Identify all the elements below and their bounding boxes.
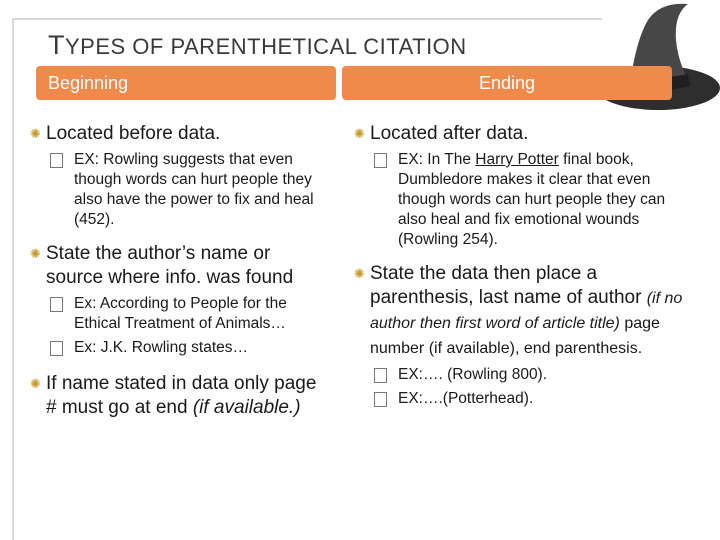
bullet-item: ✺ If name stated in data only page # must go at end (if available.) [30, 373, 317, 418]
bullet-item: ✺ State the data then place a parenthesis, last name of author (if no author then first word of article title) page number (if available), end parenthesis. [354, 263, 683, 357]
checkbox-icon [374, 368, 387, 383]
column-ending [354, 114, 684, 409]
frame-line-left [12, 18, 14, 540]
sub-bullet-item: EX: Rowling suggests that even though words can hurt people they also have the power to fix and heal (452). [46, 150, 330, 230]
column-beginning [30, 114, 330, 420]
bullet-item: ✺ Located after data. [354, 123, 529, 144]
sub-bullet-item: Ex: J.K. Rowling states… [46, 338, 330, 358]
checkbox-icon [374, 392, 387, 407]
sub-bullet-item: EX: In The Harry Potter final book, Dumbledore makes it clear that even though words can hurt people they can also heal and fix emotional wounds (Rowling 254). [370, 150, 684, 250]
bullet-icon: ✺ [354, 126, 365, 141]
bullet-item: ✺ Located before data. [30, 123, 221, 144]
sub-bullet-item: EX:…. (Rowling 800). [370, 365, 684, 385]
checkbox-icon [50, 341, 63, 356]
checkbox-icon [374, 153, 387, 168]
sub-bullet-item: Ex: According to People for the Ethical Treatment of Animals… [46, 294, 330, 334]
checkbox-icon [50, 153, 63, 168]
bullet-item: ✺ State the author’s name or source where info. was found [30, 243, 294, 288]
bullet-icon: ✺ [354, 266, 365, 281]
header-beginning: Beginning [36, 66, 336, 100]
checkbox-icon [50, 297, 63, 312]
bullet-icon: ✺ [30, 376, 41, 391]
frame-line-top [12, 18, 602, 20]
bullet-icon: ✺ [30, 126, 41, 141]
witch-hat-icon [570, 0, 720, 120]
header-ending: Ending [342, 66, 672, 100]
bullet-icon: ✺ [30, 246, 41, 261]
sub-bullet-item: EX:….(Potterhead). [370, 389, 684, 409]
page-title: TYPES OF PARENTHETICAL CITATION [48, 30, 467, 60]
book-title: Harry Potter [475, 151, 559, 168]
